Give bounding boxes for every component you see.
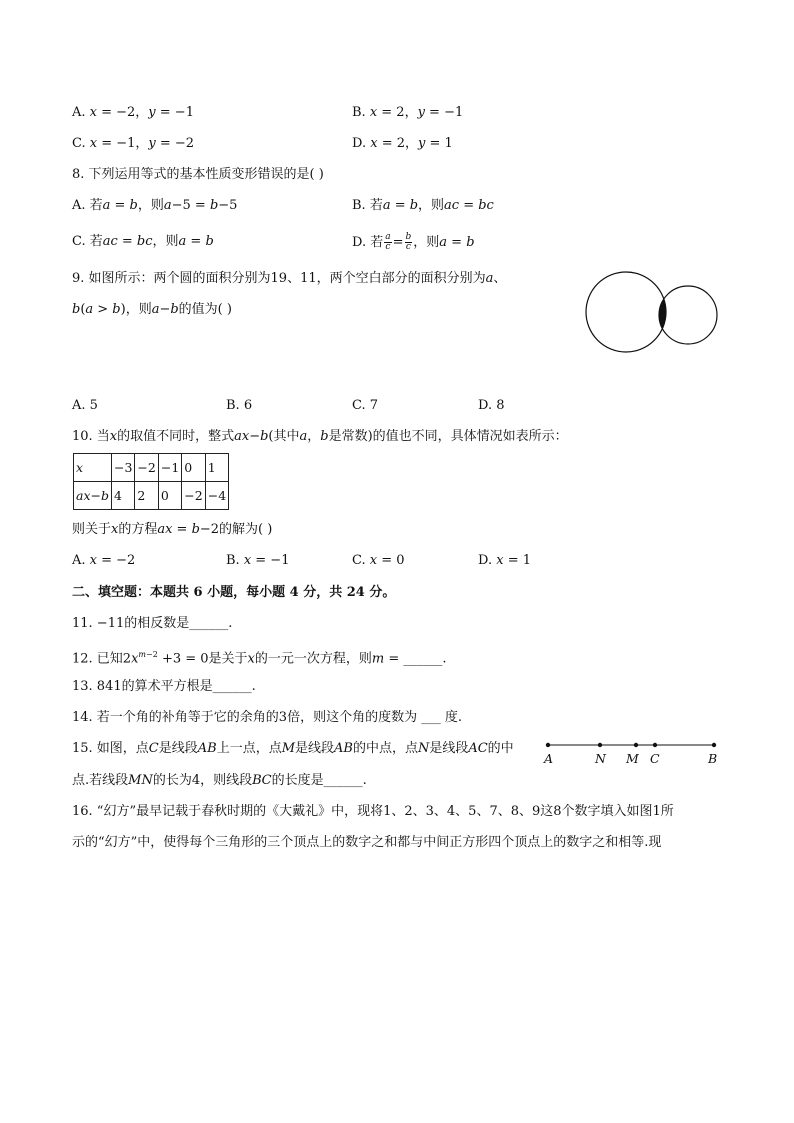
two-circles-figure <box>580 266 725 358</box>
q8-d-prefix: D. 若 <box>352 235 384 250</box>
q9-option-c: C. 7 <box>352 398 379 413</box>
q7-option-b: B. 𝑥 = 2，𝑦 = −1 <box>352 105 464 120</box>
fraction-numerator: 𝑏 <box>405 232 412 242</box>
q8-option-c: C. 若𝑎𝑐 = 𝑏𝑐，则𝑎 = 𝑏 <box>72 234 214 249</box>
point-n-dot <box>598 743 602 747</box>
table-cell: −2 <box>135 454 158 482</box>
fraction-a-over-c <box>384 233 391 252</box>
q9-option-a: A. 5 <box>72 398 98 413</box>
q10-question: 则关于𝑥的方程𝑎𝑥 = 𝑏−2的解为( ) <box>72 522 273 537</box>
table-cell: 0 <box>182 454 205 482</box>
q8-option-a: A. 若𝑎 = 𝑏，则𝑎−5 = 𝑏−5 <box>72 198 238 213</box>
q8-option-d <box>352 233 475 252</box>
q8-stem: 8. 下列运用等式的基本性质变形错误的是( ) <box>72 167 324 182</box>
q9-line2: 𝑏(𝑎 > 𝑏)，则𝑎−𝑏的值为( ) <box>72 302 232 317</box>
point-label-a: A <box>544 751 554 766</box>
q15-line1: 15. 如图，点𝐶是线段𝐴𝐵上一点，点𝑀是线段𝐴𝐵的中点，点𝑁是线段𝐴𝐶的中 <box>72 741 514 756</box>
point-b-dot <box>712 743 716 747</box>
q11: 11. −11的相反数是______. <box>72 616 233 631</box>
fraction-numerator: 𝑎 <box>385 232 391 242</box>
q12-suffix: +3 = 0是关于𝑥的一元一次方程，则𝑚 = ______. <box>157 651 447 667</box>
table-cell: 4 <box>111 482 134 510</box>
q10-option-c: C. 𝑥 = 0 <box>352 553 405 568</box>
q13: 13. 841的算术平方根是______. <box>72 679 256 694</box>
q10-option-d: D. 𝑥 = 1 <box>478 553 531 568</box>
q9-option-b: B. 6 <box>226 398 253 413</box>
q10-value-table <box>73 453 229 510</box>
small-circle <box>659 286 717 344</box>
table-cell: 𝑥 <box>74 454 112 482</box>
q9-line1: 9. 如图所示：两个圆的面积分别为19、11，两个空白部分的面积分别为𝑎、 <box>72 271 507 286</box>
q15-line2: 点.若线段𝑀𝑁的长为4，则线段𝐵𝐶的长度是______. <box>72 773 367 788</box>
q12-prefix: 12. 已知2𝑥 <box>72 651 139 667</box>
table-cell: 2 <box>135 482 158 510</box>
q7-option-c: C. 𝑥 = −1，𝑦 = −2 <box>72 136 195 151</box>
q12-exponent: 𝑚−2 <box>138 650 158 659</box>
table-cell: −1 <box>158 454 181 482</box>
large-circle <box>586 272 666 352</box>
table-cell: −4 <box>205 482 228 510</box>
table-cell: −2 <box>182 482 205 510</box>
point-m-dot <box>634 743 638 747</box>
q14: 14. 若一个角的补角等于它的余角的3倍，则这个角的度数为 ___ 度. <box>72 710 462 725</box>
table-row <box>74 482 229 510</box>
table-cell: 0 <box>158 482 181 510</box>
q16-line1: 16. “幻方”最早记载于春秋时期的《大戴礼》中，现将1、2、3、4、5、7、8、9这8个数字填入如图1所 <box>72 804 674 819</box>
equals-sign: = <box>392 235 404 250</box>
q10-option-b: B. 𝑥 = −1 <box>226 553 290 568</box>
fraction-denominator: 𝑐 <box>385 242 391 252</box>
table-row <box>74 454 229 482</box>
fraction-denominator: 𝑐 <box>405 242 411 252</box>
point-label-c: C <box>650 751 660 766</box>
table-cell: −3 <box>111 454 134 482</box>
section-heading-fill-blank: 二、填空题：本题共 6 小题，每小题 4 分，共 24 分。 <box>72 585 396 600</box>
table-cell: 𝑎𝑥−𝑏 <box>74 482 112 510</box>
point-a-dot <box>546 743 550 747</box>
q10-option-a: A. 𝑥 = −2 <box>72 553 136 568</box>
point-c-dot <box>653 743 657 747</box>
q8-option-b: B. 若𝑎 = 𝑏，则𝑎𝑐 = 𝑏𝑐 <box>352 198 494 213</box>
q9-option-d: D. 8 <box>478 398 505 413</box>
q10-stem: 10. 当𝑥的取值不同时，整式𝑎𝑥−𝑏(其中𝑎，𝑏是常数)的值也不同，具体情况如表所示： <box>72 429 568 444</box>
q7-option-d: D. 𝑥 = 2，𝑦 = 1 <box>352 136 453 151</box>
point-label-n: N <box>595 751 606 766</box>
q8-d-suffix: ，则𝑎 = 𝑏 <box>413 235 475 250</box>
q16-line2: 示的“幻方”中，使得每个三角形的三个顶点上的数字之和都与中间正方形四个顶点上的数字之和相等.现 <box>72 835 662 850</box>
point-label-m: M <box>626 751 639 766</box>
q7-option-a: A. 𝑥 = −2，𝑦 = −1 <box>72 105 194 120</box>
table-cell: 1 <box>205 454 228 482</box>
q12 <box>72 646 447 668</box>
point-label-b: B <box>708 751 718 766</box>
line-segment-figure <box>540 738 725 752</box>
fraction-b-over-c <box>405 233 413 252</box>
